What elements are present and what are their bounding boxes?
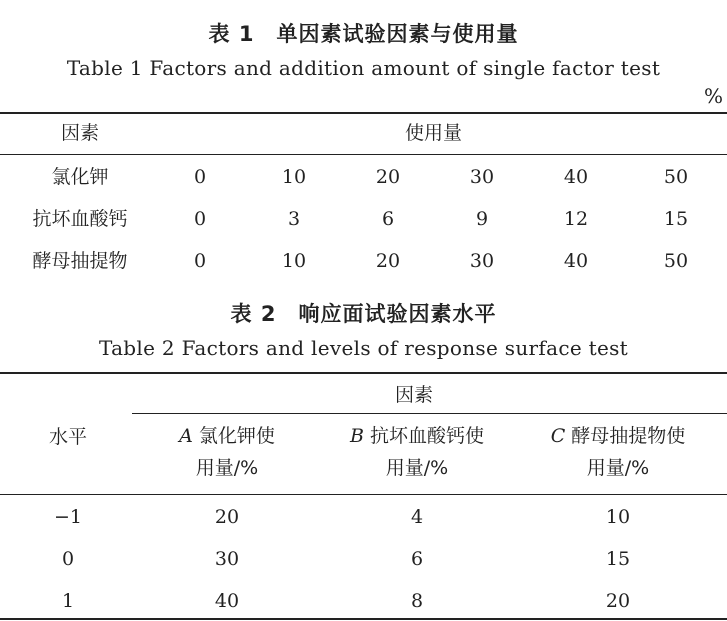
table2-cell-c: 20 — [605, 590, 631, 612]
table1-cell: 0 — [193, 250, 207, 272]
table1-cell: 3 — [287, 208, 301, 230]
table1-cell: 10 — [281, 166, 307, 188]
table2-cell-a: 30 — [214, 548, 240, 570]
factor-b-symbol: B — [349, 425, 364, 447]
table1-cell: 20 — [375, 250, 401, 272]
table2-header-factor: 因素 — [394, 384, 433, 406]
table2-header-rule — [0, 494, 727, 495]
table1-row-name: 抗坏血酸钙 — [32, 208, 128, 230]
table2-caption-cn: 表 2 响应面试验因素水平 — [230, 302, 497, 326]
factor-b-name: 抗坏血酸钙使 — [370, 425, 485, 447]
table2-header-col-a-line2: 用量/% — [195, 457, 259, 479]
table1-header-factor: 因素 — [60, 122, 99, 144]
table1-unit: % — [703, 84, 723, 108]
table1-cell: 30 — [469, 250, 495, 272]
table2-factor-rule — [132, 413, 727, 414]
factor-a-symbol: A — [179, 425, 193, 447]
table1-cell: 6 — [381, 208, 395, 230]
table2-cell-c: 10 — [605, 506, 631, 528]
table2-cell-b: 6 — [410, 548, 424, 570]
table2-header-col-c-line2: 用量/% — [586, 457, 650, 479]
table2-header-col-b-line2: 用量/% — [385, 457, 449, 479]
table1-header-rule — [0, 154, 727, 155]
table2-cell-c: 15 — [605, 548, 631, 570]
table2-top-rule — [0, 372, 727, 374]
table2-header-level: 水平 — [48, 426, 87, 448]
table1-cell: 50 — [663, 166, 689, 188]
table1-cell: 20 — [375, 166, 401, 188]
table2-cell-a: 20 — [214, 506, 240, 528]
table2-cell-b: 8 — [410, 590, 424, 612]
table1-row-name: 氯化钾 — [51, 166, 109, 188]
table2-cell-b: 4 — [410, 506, 424, 528]
table1-header-amount: 使用量 — [404, 122, 462, 144]
table1-cell: 40 — [563, 250, 589, 272]
table1-cell: 12 — [563, 208, 589, 230]
table2-header-col-c-line1 — [512, 422, 724, 450]
table1-cell: 0 — [193, 208, 207, 230]
table1-top-rule — [0, 112, 727, 114]
table1-cell: 30 — [469, 166, 495, 188]
table1-caption-en: Table 1 Factors and addition amount of single factor test — [66, 56, 661, 80]
table2-row-level: −1 — [53, 506, 82, 528]
table2-header-col-b-line1 — [322, 422, 512, 450]
table1-cell: 40 — [563, 166, 589, 188]
factor-c-name: 酵母抽提物使 — [571, 425, 686, 447]
table1-cell: 10 — [281, 250, 307, 272]
factor-c-symbol: C — [550, 425, 566, 447]
table2-cell-a: 40 — [214, 590, 240, 612]
table2-row-level: 0 — [61, 548, 75, 570]
table1-row-name: 酵母抽提物 — [32, 250, 128, 272]
table1-cell: 0 — [193, 166, 207, 188]
table1-cell: 9 — [475, 208, 489, 230]
factor-a-name: 氯化钾使 — [198, 425, 275, 447]
table1-caption-cn: 表 1 单因素试验因素与使用量 — [208, 22, 519, 46]
table2-header-col-a-line1 — [132, 422, 322, 450]
table2-bottom-rule — [0, 618, 727, 620]
table1-cell: 50 — [663, 250, 689, 272]
table1-cell: 15 — [663, 208, 689, 230]
table2-caption-en: Table 2 Factors and levels of response surface test — [99, 336, 628, 360]
table2-row-level: 1 — [61, 590, 75, 612]
